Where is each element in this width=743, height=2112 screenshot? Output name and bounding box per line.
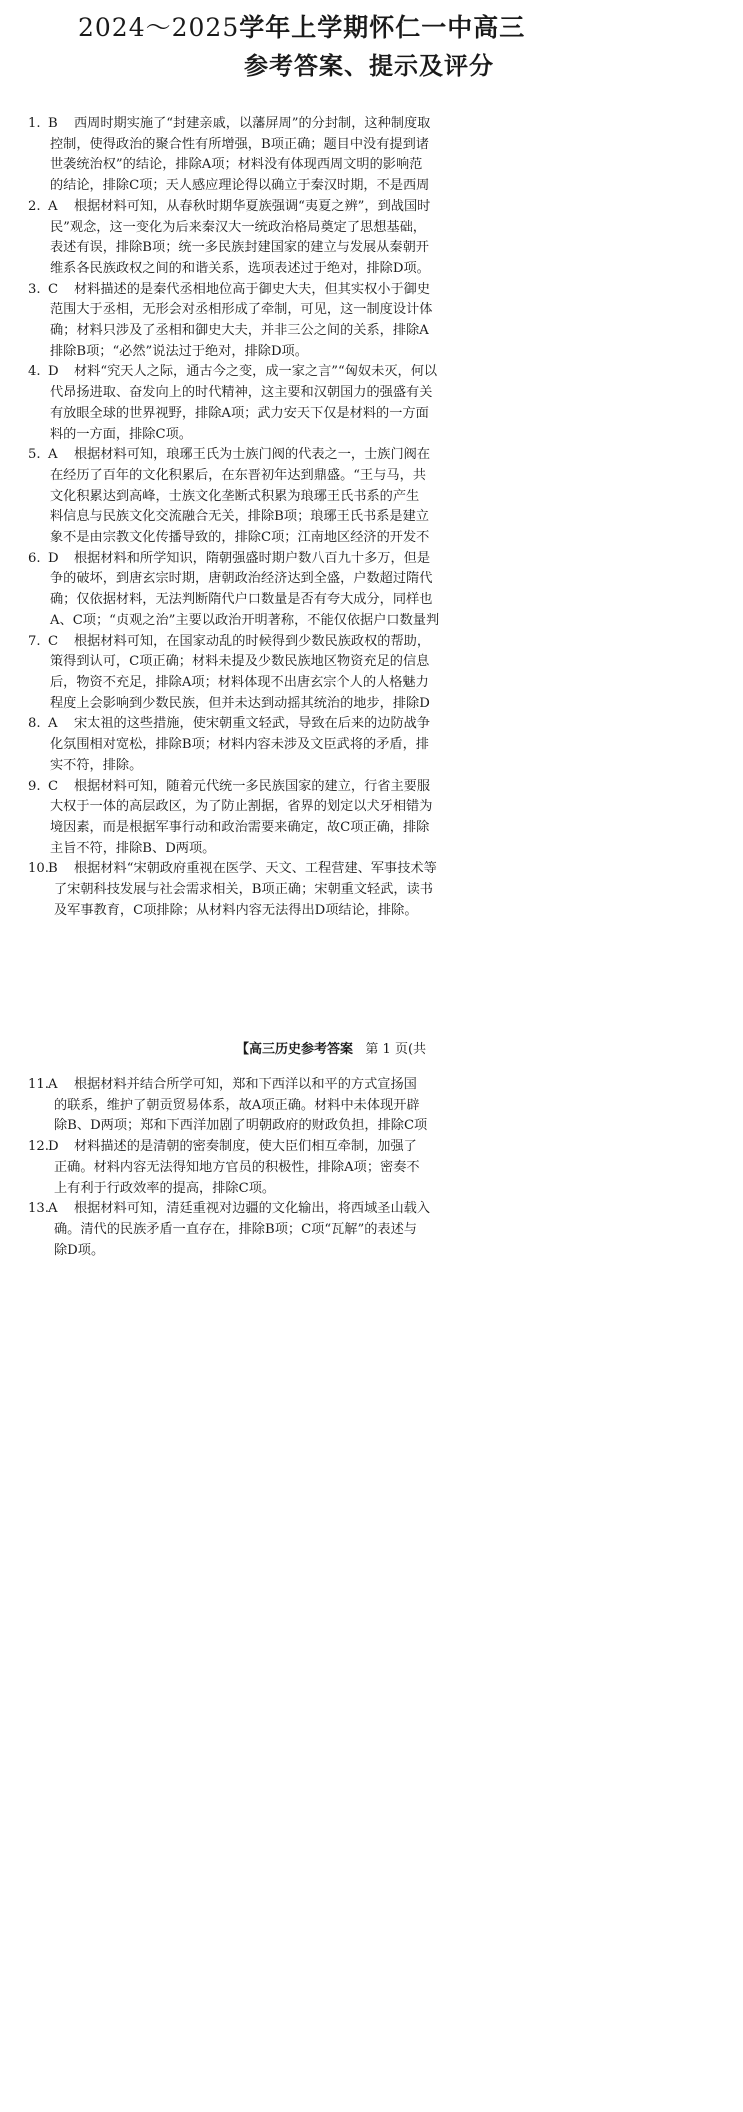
answer-line	[28, 1096, 728, 1117]
answer-text: 确；材料只涉及了丞相和御史大夫，并非三公之间的关系，排除A	[50, 323, 429, 339]
answer-text: 确。清代的民族矛盾一直存在，排除B项；C项“瓦解”的表述与	[54, 1221, 417, 1237]
answer-choice: D	[48, 364, 59, 380]
answer-text: 境因素，而是根据军事行动和政治需要来确定，故C项正确，排除	[50, 819, 430, 835]
page-footer	[236, 1038, 426, 1057]
answer-line	[28, 114, 728, 135]
answer-item	[28, 280, 728, 363]
answer-text: 根据材料“宋朝政府重视在医学、天文、工程营建、军事技术等	[74, 861, 437, 877]
answer-item	[28, 714, 728, 776]
answer-line	[28, 383, 728, 404]
answer-text: 了宋朝科技发展与社会需求相关，B项正确；宋朝重文轻武，读书	[54, 882, 433, 898]
document-title	[78, 8, 598, 44]
answer-text: 程度上会影响到少数民族，但并未达到动摇其统治的地步，排除D	[50, 695, 430, 711]
answer-item	[28, 549, 728, 632]
answer-line	[28, 197, 728, 218]
answer-text: 表述有误，排除B项；统一多民族封建国家的建立与发展从秦朝开	[50, 240, 429, 256]
answer-line	[28, 880, 728, 901]
question-number: 11.	[28, 1077, 49, 1092]
answer-text: 实不符，排除。	[50, 757, 143, 773]
question-number: 6.	[28, 550, 41, 566]
footer-label: 【高三历史参考答案	[236, 1042, 354, 1057]
answer-line	[28, 466, 728, 487]
answer-line	[28, 321, 728, 342]
answer-choice: A	[48, 198, 58, 214]
answer-line	[28, 549, 728, 570]
answer-text: 大权于一体的高层政区，为了防止割据，省界的划定以犬牙相错为	[50, 799, 433, 815]
question-number: 5.	[28, 447, 41, 463]
document-subtitle: 参考答案、提示及评分	[244, 51, 494, 80]
answer-choice: D	[48, 1139, 59, 1155]
question-number: 13.	[28, 1201, 49, 1217]
answer-list-part1	[28, 114, 728, 921]
answer-line	[28, 176, 728, 197]
answer-choice: A	[48, 716, 58, 732]
answer-line	[28, 652, 728, 673]
answer-item	[28, 362, 728, 445]
answer-line	[28, 1199, 728, 1220]
answer-text: 主旨不符，排除B、D两项。	[50, 840, 216, 856]
answer-line	[28, 611, 728, 632]
answer-choice: C	[48, 281, 59, 297]
title-year: 2024～2025	[78, 13, 240, 42]
answer-text: 根据材料可知，随着元代统一多民族国家的建立，行省主要服	[74, 778, 431, 794]
answer-text: 有放眼全球的世界视野，排除A项；武力安天下仅是材料的一方面	[50, 405, 429, 421]
question-number: 9.	[28, 778, 41, 794]
answer-text: 范围大于丞相，无形会对丞相形成了牵制，可见，这一制度设计体	[50, 302, 433, 318]
answer-text: 代昂扬进取、奋发向上的时代精神，这主要和汉朝国力的强盛有关	[50, 385, 433, 401]
answer-line	[28, 300, 728, 321]
answer-line	[28, 901, 728, 922]
answer-text: 策得到认可，C项正确；材料未提及少数民族地区物资充足的信息	[50, 654, 430, 670]
answer-line	[28, 1179, 728, 1200]
answer-line	[28, 1158, 728, 1179]
answer-line	[28, 756, 728, 777]
answer-line	[28, 1241, 728, 1262]
answer-list-part2	[28, 1075, 728, 1261]
answer-line	[28, 259, 728, 280]
answer-item	[28, 859, 728, 921]
question-number: 7.	[28, 633, 41, 649]
question-number: 1.	[28, 116, 41, 131]
answer-text: 除B、D两项；郑和下西洋加剧了明朝政府的财政负担，排除C项	[54, 1118, 428, 1134]
answer-line	[28, 590, 728, 611]
answer-text: 根据材料可知，琅琊王氏为士族门阀的代表之一，士族门阀在	[74, 447, 431, 463]
answer-item	[28, 114, 728, 197]
answer-line	[28, 528, 728, 549]
answer-line	[28, 425, 728, 446]
answer-line	[28, 777, 728, 798]
answer-text: 西周时期实施了“封建亲戚，以藩屏周”的分封制，这种制度取	[74, 116, 431, 131]
answer-text: 根据材料可知，从春秋时期华夏族强调“夷夏之辨”，到战国时	[74, 198, 431, 214]
answer-text: 根据材料可知，清廷重视对边疆的文化输出，将西域圣山载入	[74, 1201, 431, 1217]
answer-text: 民”观念，这一变化为后来秦汉大一统政治格局奠定了思想基础，	[50, 219, 426, 235]
answer-line	[28, 1116, 728, 1137]
answer-text: 确；仅依据材料，无法判断隋代户口数量是否有夸大成分，同样也	[50, 592, 433, 608]
answer-line	[28, 362, 728, 383]
answer-text: 在经历了百年的文化积累后，在东晋初年达到鼎盛。“王与马，共	[50, 467, 426, 483]
answer-choice: B	[48, 116, 58, 131]
answer-choice: C	[48, 633, 59, 649]
answer-line	[28, 280, 728, 301]
answer-text: 世袭统治权”的结论，排除A项；材料没有体现西周文明的影响范	[50, 157, 423, 173]
answer-text: 材料描述的是秦代丞相地位高于御史大夫，但其实权小于御史	[74, 281, 431, 297]
answer-text: 化氛围相对宽松，排除B项；材料内容未涉及文臣武将的矛盾，排	[50, 737, 429, 753]
answer-line	[28, 632, 728, 653]
answer-line	[28, 797, 728, 818]
answer-choice: C	[48, 778, 59, 794]
question-number: 10.	[28, 861, 49, 877]
answer-text: 除D项。	[54, 1242, 105, 1258]
answer-item	[28, 197, 728, 280]
answer-text: 文化积累达到高峰，士族文化垄断式积累为琅琊王氏书系的产生	[50, 488, 420, 504]
answer-text: 料信息与民族文化交流融合无关，排除B项；琅琊王氏书系是建立	[50, 509, 429, 525]
answer-line	[28, 507, 728, 528]
answer-line	[28, 445, 728, 466]
answer-text: 象不是由宗教文化传播导致的，排除C项；江南地区经济的开发不	[50, 530, 430, 546]
answer-line	[28, 818, 728, 839]
answer-line	[28, 673, 728, 694]
answer-text: 控制，使得政治的聚合性有所增强，B项正确；题目中没有提到诸	[50, 136, 429, 152]
answer-item	[28, 1075, 728, 1137]
answer-text: 根据材料并结合所学可知，郑和下西洋以和平的方式宣扬国	[74, 1077, 417, 1092]
answer-line	[28, 238, 728, 259]
answer-line	[28, 342, 728, 363]
answer-line	[28, 859, 728, 880]
answer-text: 的联系，维护了朝贡贸易体系，故A项正确。材料中未体现开辟	[54, 1097, 420, 1113]
answer-text: 后，物资不充足，排除A项；材料体现不出唐玄宗个人的人格魅力	[50, 674, 429, 690]
answer-item	[28, 445, 728, 549]
answer-text: 正确。材料内容无法得知地方官员的积极性，排除A项；密奏不	[54, 1159, 420, 1175]
answer-text: 材料描述的是清朝的密奏制度，使大臣们相互牵制，加强了	[74, 1139, 417, 1155]
question-number: 8.	[28, 716, 41, 732]
answer-text: A、C项；“贞观之治”主要以政治开明著称，不能仅依据户口数量判	[50, 612, 440, 628]
answer-choice: D	[48, 550, 59, 566]
answer-text: 料的一方面，排除C项。	[50, 426, 192, 442]
answer-line	[28, 569, 728, 590]
answer-line	[28, 218, 728, 239]
answer-choice: B	[48, 861, 58, 877]
answer-text: 及军事教育，C项排除；从材料内容无法得出D项结论，排除。	[54, 902, 418, 918]
answer-item	[28, 777, 728, 860]
question-number: 12.	[28, 1139, 49, 1155]
answer-text: 维系各民族政权之间的和谐关系，选项表述过于绝对，排除D项。	[50, 260, 430, 276]
answer-text: 排除B项；“必然”说法过于绝对，排除D项。	[50, 343, 308, 359]
answer-line	[28, 155, 728, 176]
answer-line	[28, 735, 728, 756]
answer-text: 争的破坏，到唐玄宗时期，唐朝政治经济达到全盛，户数超过隋代	[50, 571, 433, 587]
answer-choice: A	[48, 447, 58, 463]
answer-line	[28, 839, 728, 860]
answer-item	[28, 632, 728, 715]
question-number: 2.	[28, 198, 41, 214]
answer-line	[28, 1137, 728, 1158]
answer-choice: A	[48, 1077, 58, 1092]
answer-line	[28, 1075, 728, 1096]
answer-item	[28, 1137, 728, 1199]
answer-text: 根据材料和所学知识，隋朝强盛时期户数八百九十多万，但是	[74, 550, 431, 566]
answer-line	[28, 135, 728, 156]
title-main: 学年上学期怀仁一中高三	[239, 13, 526, 42]
answer-text: 根据材料可知，在国家动乱的时候得到少数民族政权的帮助，	[74, 633, 431, 649]
footer-page: 第 1 页(共	[365, 1042, 427, 1057]
answer-text: 材料“究天人之际，通古今之变，成一家之言”“匈奴未灭，何以	[74, 364, 438, 380]
answer-line	[28, 1220, 728, 1241]
answer-line	[28, 714, 728, 735]
question-number: 3.	[28, 281, 41, 297]
answer-line	[28, 694, 728, 715]
answer-line	[28, 487, 728, 508]
answer-text: 宋太祖的这些措施，使宋朝重文轻武，导致在后来的边防战争	[74, 716, 431, 732]
answer-text: 上有利于行政效率的提高，排除C项。	[54, 1180, 276, 1196]
answer-text: 的结论，排除C项；天人感应理论得以确立于秦汉时期，不是西周	[50, 178, 430, 194]
answer-item	[28, 1199, 728, 1261]
question-number: 4.	[28, 364, 41, 380]
answer-choice: A	[48, 1201, 58, 1217]
answer-line	[28, 404, 728, 425]
